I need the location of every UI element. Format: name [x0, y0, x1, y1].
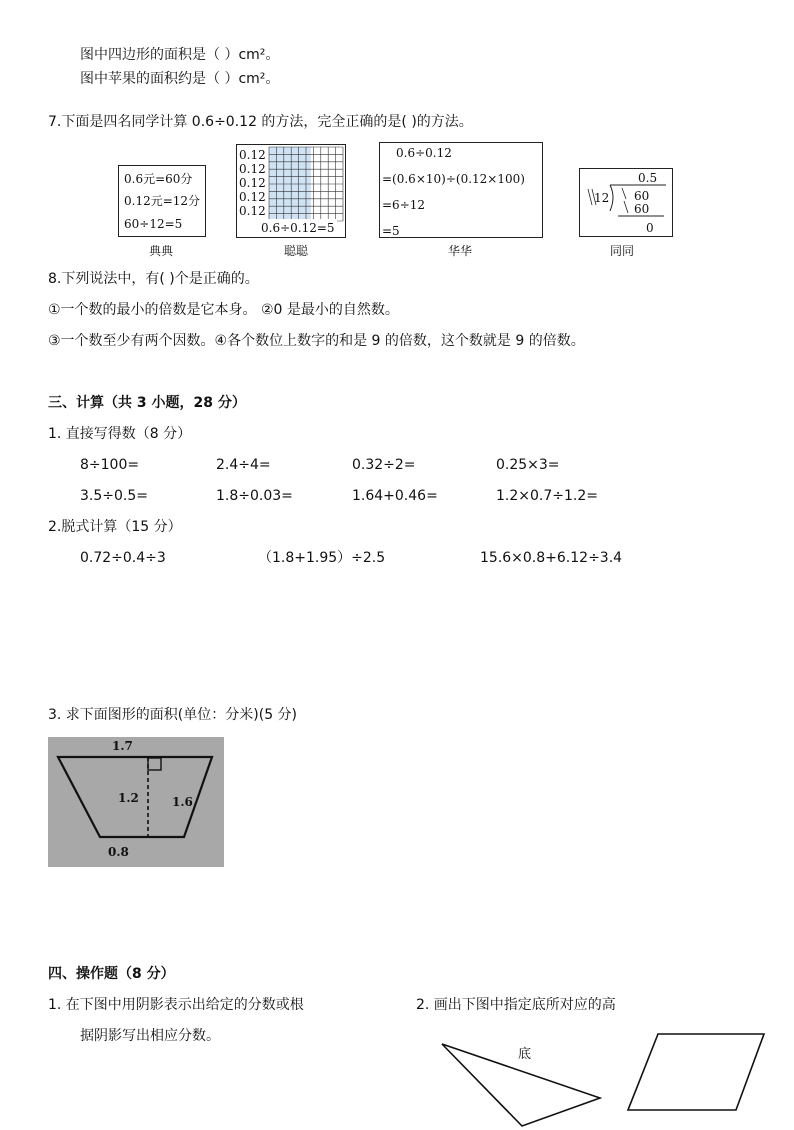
calc-1-2: 2.4÷4= [216, 457, 271, 473]
cong-row-1: 0.12 [239, 148, 266, 162]
hua-caption: 华华 [447, 244, 472, 258]
calc-1-1: 8÷100= [80, 457, 140, 473]
q8-line-1: ①一个数的最小的倍数是它本身。 ②0 是最小的自然数。 [48, 302, 399, 318]
section4-title: 四、操作题（8 分） [48, 966, 175, 982]
parallelogram-shape [628, 1034, 764, 1110]
tong-divisor: 12 [594, 191, 610, 205]
sec3-q1: 1. 直接写得数（8 分） [48, 426, 192, 442]
calc-2-1: 3.5÷0.5= [80, 488, 148, 504]
calc-2-2: 1.8÷0.03= [216, 488, 293, 504]
dian-caption: 典典 [148, 244, 173, 258]
tong-caption: 同同 [609, 244, 634, 258]
q7-text: 7.下面是四名同学计算 0.6÷0.12 的方法，完全正确的是( )的方法。 [48, 114, 473, 130]
cong-formula: 0.6÷0.12=5 [261, 221, 335, 235]
tong-remainder: 0 [646, 221, 654, 235]
operation-figures [430, 1030, 790, 1130]
apple-area-line: 图中苹果的面积约是（ ）cm²。 [80, 71, 280, 87]
sec4-q1-line2: 据阴影写出相应分数。 [80, 1028, 220, 1044]
expr-3: 15.6×0.8+6.12÷3.4 [480, 550, 623, 566]
cong-row-3: 0.12 [239, 176, 266, 190]
sec4-q2: 2. 画出下图中指定底所对应的高 [416, 997, 616, 1013]
trapezoid-figure [48, 737, 224, 867]
hua-line-1: 0.6÷0.12 [396, 146, 452, 160]
trapezoid-top-label: 1.7 [112, 739, 133, 753]
hua-box [379, 142, 543, 238]
calc-2-4: 1.2×0.7÷1.2= [496, 488, 598, 504]
expr-1: 0.72÷0.4÷3 [80, 550, 166, 566]
calc-1-3: 0.32÷2= [352, 457, 416, 473]
dian-box [118, 165, 206, 237]
hua-line-4: =5 [382, 224, 400, 238]
tong-dividend: 60 [634, 189, 650, 203]
calc-1-4: 0.25×3= [496, 457, 560, 473]
hua-line-2: =(0.6×10)÷(0.12×100) [382, 172, 525, 186]
quad-area-line: 图中四边形的面积是（ ）cm²。 [80, 47, 280, 63]
sec3-q3: 3. 求下面图形的面积(单位：分米)(5 分) [48, 707, 298, 723]
trapezoid-height-label: 1.2 [118, 791, 139, 805]
base-label: 底 [518, 1047, 532, 1062]
right-angle-mark [148, 758, 161, 770]
section3-title: 三、计算（共 3 小题，28 分） [48, 395, 246, 411]
trapezoid-bottom-label: 0.8 [108, 845, 129, 859]
cong-box [236, 144, 346, 238]
sec4-q1-line1: 1. 在下图中用阴影表示出给定的分数或根 [48, 997, 304, 1013]
sec3-q2: 2.脱式计算（15 分） [48, 519, 182, 535]
expr-2: （1.8+1.95）÷2.5 [258, 550, 386, 566]
cong-row-2: 0.12 [239, 162, 266, 176]
tong-step: 60 [634, 202, 650, 216]
dian-line-3: 60÷12=5 [124, 217, 183, 231]
dian-line-1: 0.6元=60分 [124, 172, 193, 186]
trapezoid-side-label: 1.6 [172, 795, 193, 809]
cong-row-4: 0.12 [239, 190, 266, 204]
calc-2-3: 1.64+0.46= [352, 488, 438, 504]
cong-caption: 聪聪 [283, 244, 308, 258]
tong-quotient: 0.5 [638, 171, 658, 185]
hua-line-3: =6÷12 [382, 198, 426, 212]
cong-row-5: 0.12 [239, 204, 266, 218]
q8-text: 8.下列说法中，有( )个是正确的。 [48, 271, 259, 287]
q8-line-2: ③一个数至少有两个因数。④各个数位上数字的和是 9 的倍数，这个数就是 9 的倍数。 [48, 333, 585, 349]
tong-box [579, 168, 673, 237]
dian-line-2: 0.12元=12分 [124, 194, 201, 208]
